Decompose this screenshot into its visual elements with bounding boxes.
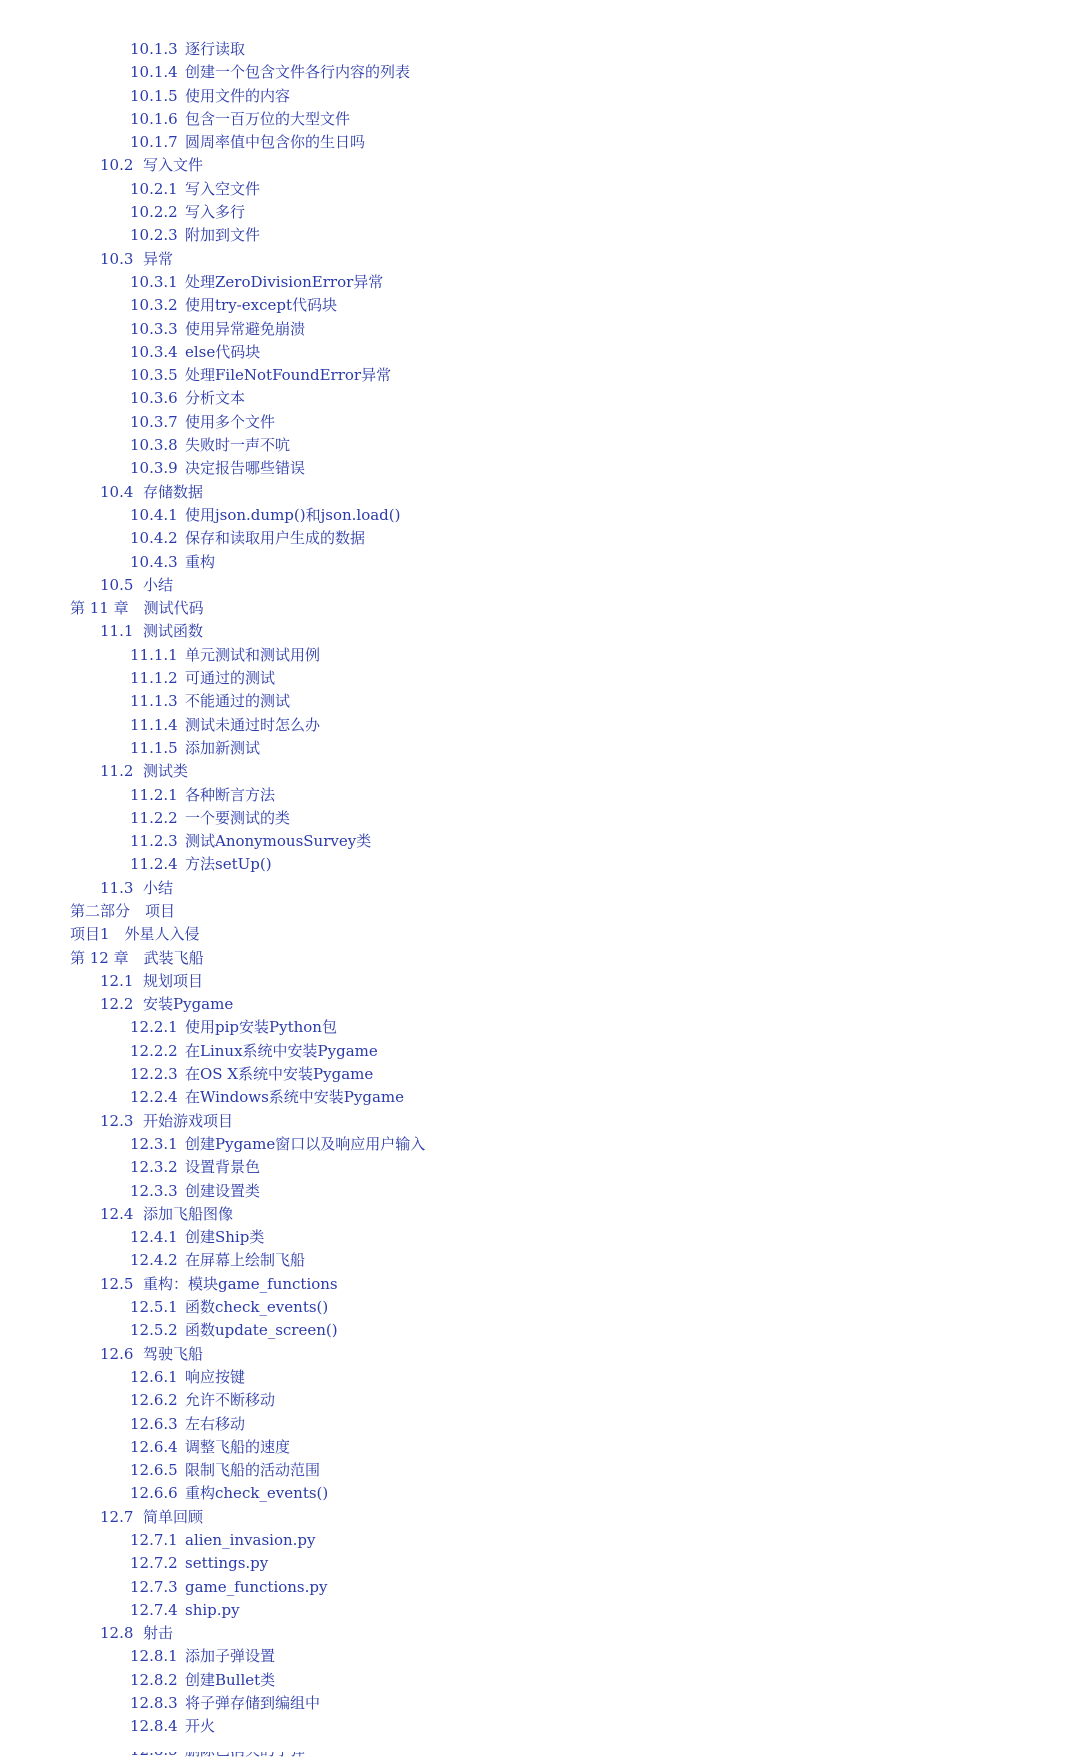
toc-chapter-link[interactable] [0,900,1080,923]
toc-subsection-link[interactable] [0,504,1080,527]
toc-entry-number: 12.6.6 [130,1484,178,1503]
toc-entry-number: 11.2.1 [130,785,178,804]
toc-entry-number: 12.4 [100,1204,134,1223]
toc-entry-title: 决定报告哪些错误 [185,459,306,478]
toc-subsection-link[interactable] [0,1226,1080,1249]
toc-entry-number: 11.2.3 [130,832,178,851]
toc-subsection-link[interactable] [0,434,1080,457]
toc-section-link[interactable] [0,1506,1080,1529]
toc-entry-title: 方法setUp() [185,855,272,874]
toc-entry-title: 包含一百万位的大型文件 [185,109,351,128]
toc-entry-title: 可通过的测试 [185,669,276,688]
toc-entry-number: 12.6.5 [130,1461,178,1480]
toc-section-link[interactable] [0,993,1080,1016]
toc-entry-number: 10.1.7 [130,133,178,152]
toc-entry-number: 12.3 [100,1111,134,1130]
toc-entry-title: 测试类 [143,762,189,781]
toc-entry-title: 驾驶飞船 [143,1344,204,1363]
toc-entry-title: 限制飞船的活动范围 [185,1461,321,1480]
toc-section-link[interactable] [0,481,1080,504]
toc-entry-number: 10.2.2 [130,203,178,222]
toc-entry-number: 12.6.1 [130,1367,178,1386]
toc-chapter-link[interactable] [0,947,1080,970]
toc-subsection-link[interactable] [0,1389,1080,1412]
toc-entry-number: 11.2.2 [130,808,178,827]
toc-entry-title: 安装Pygame [143,995,234,1014]
toc-entry-title: 添加子弹设置 [185,1647,276,1666]
toc-subsection-link[interactable] [0,457,1080,480]
toc-section-link[interactable] [0,1273,1080,1296]
toc-subsection-link[interactable] [0,1715,1080,1738]
toc-entry-number: 10.3.1 [130,272,178,291]
toc-entry-title: 开火 [185,1717,216,1736]
toc-subsection-link[interactable] [0,61,1080,84]
toc-subsection-link[interactable] [0,1016,1080,1039]
toc-entry-number: 11.2.4 [130,855,178,874]
toc-entry-title: 使用try-except代码块 [185,296,337,315]
toc-subsection-link[interactable] [0,178,1080,201]
toc-entry-title: 不能通过的测试 [185,692,291,711]
toc-entry-title: 简单回顾 [143,1507,204,1526]
toc-entry-title: 异常 [143,249,174,268]
toc-section-link[interactable] [0,1622,1080,1645]
toc-subsection-link[interactable] [0,1459,1080,1482]
toc-entry-number: 11.1.4 [130,715,178,734]
toc-entry-number: 10.3 [100,249,134,268]
toc-subsection-link[interactable] [0,131,1080,154]
toc-entry-title: 重构check_events() [185,1484,329,1503]
toc-entry-title: 在Linux系统中安装Pygame [185,1041,378,1060]
page-bottom-edge [0,1738,1080,1752]
toc-subsection-link[interactable] [0,1529,1080,1552]
toc-subsection-link[interactable] [0,1645,1080,1668]
toc-subsection-link[interactable] [0,690,1080,713]
toc-entry-number: 10.1.4 [130,63,178,82]
toc-subsection-link[interactable] [0,1063,1080,1086]
toc-section-link[interactable] [0,760,1080,783]
toc-entry-title: 测试AnonymousSurvey类 [185,832,372,851]
toc-entry-title: 函数check_events() [185,1298,329,1317]
toc-entry-title: alien_invasion.py [185,1531,316,1549]
toc-entry-number: 10.1.5 [130,86,178,105]
toc-entry-number: 10.1.3 [130,40,178,58]
toc-entry-title: 处理ZeroDivisionError异常 [185,272,384,291]
toc-entry-number: 10.2.1 [130,179,178,198]
toc-entry-number: 12.2.1 [130,1018,178,1037]
toc-entry-number: 12.8.2 [130,1670,178,1689]
toc-entry-title: 小结 [143,575,174,594]
toc-entry-number: 12.6.4 [130,1437,178,1456]
toc-entry-title: 调整飞船的速度 [185,1437,291,1456]
toc-entry-number: 12.7.2 [130,1554,178,1573]
toc-entry-title: 写入多行 [185,203,246,222]
toc-entry-number: 12.4.2 [130,1251,178,1270]
toc-entry-title: 存储数据 [143,482,204,501]
toc-subsection-link[interactable] [0,1133,1080,1156]
toc-entry-title: 开始游戏项目 [143,1111,234,1130]
toc-entry-number: 12.8.1 [130,1647,178,1666]
toc-subsection-link[interactable] [0,1180,1080,1203]
toc-subsection-link[interactable] [0,527,1080,550]
toc-entry-number: 10.4.2 [130,529,178,548]
toc-section-link[interactable] [0,620,1080,643]
toc-subsection-link[interactable] [0,1552,1080,1575]
toc-subsection-link[interactable] [0,38,1080,61]
toc-entry-title: 使用json.dump()和json.load() [185,505,401,524]
toc-entry-number: 10.4.3 [130,552,178,571]
toc-entry-number: 12.5.2 [130,1321,178,1340]
toc-entry-number: 12.2 [100,995,134,1014]
toc-subsection-link[interactable] [0,1156,1080,1179]
toc-entry-number: 12.5 [100,1274,134,1293]
toc-subsection-link[interactable] [0,387,1080,410]
toc-subsection-link[interactable] [0,807,1080,830]
toc-section-link[interactable] [0,248,1080,271]
toc-section-link[interactable] [0,1110,1080,1133]
toc-subsection-link[interactable] [0,271,1080,294]
toc-entry-number: 10.3.9 [130,459,178,478]
toc-entry-title: else代码块 [185,342,261,361]
table-of-contents [0,38,1080,1762]
toc-entry-title: 项目1 外星人入侵 [70,925,200,944]
toc-entry-number: 12.7.3 [130,1577,178,1596]
toc-subsection-link[interactable] [0,644,1080,667]
toc-entry-number: 11.1.2 [130,669,178,688]
toc-entry-title: 允许不断移动 [185,1391,276,1410]
toc-subsection-link[interactable] [0,1040,1080,1063]
toc-entry-title: 保存和读取用户生成的数据 [185,529,366,548]
toc-entry-title: 创建一个包含文件各行内容的列表 [185,63,411,82]
toc-entry-number: 10.4.1 [130,505,178,524]
toc-section-link[interactable] [0,1203,1080,1226]
toc-subsection-link[interactable] [0,1599,1080,1622]
toc-section-link[interactable] [0,574,1080,597]
toc-subsection-link[interactable] [0,1249,1080,1272]
toc-entry-title: 创建Ship类 [185,1228,265,1247]
toc-entry-number: 10.3.6 [130,389,178,408]
toc-subsection-link[interactable] [0,364,1080,387]
toc-subsection-link[interactable] [0,1669,1080,1692]
toc-subsection-link[interactable] [0,108,1080,131]
toc-entry-title: 在屏幕上绘制飞船 [185,1251,306,1270]
toc-subsection-link[interactable] [0,411,1080,434]
toc-entry-title: 射击 [143,1624,174,1643]
toc-entry-title: 添加飞船图像 [143,1204,234,1223]
toc-subsection-link[interactable] [0,294,1080,317]
toc-entry-title: 使用pip安装Python包 [185,1018,337,1037]
toc-section-link[interactable] [0,877,1080,900]
toc-entry-title: 使用异常避免崩溃 [185,319,306,338]
toc-entry-number: 12.7.1 [130,1531,178,1549]
toc-entry-number: 10.3.2 [130,296,178,315]
toc-subsection-link[interactable] [0,853,1080,876]
toc-entry-title: 测试函数 [143,622,204,641]
toc-entry-title: 逐行读取 [185,40,246,58]
toc-entry-title: 写入空文件 [185,179,261,198]
toc-subsection-link[interactable] [0,1413,1080,1436]
toc-subsection-link[interactable] [0,1692,1080,1715]
toc-entry-title: game_functions.py [185,1577,328,1596]
toc-entry-number: 12.3.2 [130,1158,178,1177]
toc-entry-title: 使用文件的内容 [185,86,291,105]
toc-entry-title: 处理FileNotFoundError异常 [185,366,392,385]
toc-entry-title: 在Windows系统中安装Pygame [185,1088,404,1107]
toc-entry-number: 10.3.7 [130,412,178,431]
toc-entry-number: 10.3.4 [130,342,178,361]
toc-entry-number: 10.4 [100,482,134,501]
toc-entry-number: 10.3.3 [130,319,178,338]
toc-entry-title: 第 12 章 武装飞船 [70,948,204,967]
toc-entry-title: 函数update_screen() [185,1321,338,1340]
toc-entry-number: 12.2.2 [130,1041,178,1060]
toc-entry-number: 11.1.1 [130,645,178,664]
toc-entry-number: 12.7 [100,1507,134,1526]
toc-section-link[interactable] [0,1343,1080,1366]
toc-subsection-link[interactable] [0,1366,1080,1389]
toc-subsection-link[interactable] [0,201,1080,224]
toc-entry-title: 使用多个文件 [185,412,276,431]
toc-entry-number: 11.1.5 [130,738,178,757]
toc-entry-title: 重构：模块game_functions [143,1274,338,1293]
toc-entry-title: 写入文件 [143,156,204,175]
toc-entry-number: 10.2 [100,156,134,175]
toc-entry-number: 11.3 [100,878,134,897]
toc-entry-title: 将子弹存储到编组中 [185,1694,321,1713]
toc-entry-title: 圆周率值中包含你的生日吗 [185,133,366,152]
toc-entry-title: 分析文本 [185,389,246,408]
toc-subsection-link[interactable] [0,318,1080,341]
toc-entry-number: 11.1.3 [130,692,178,711]
toc-entry-title: 测试未通过时怎么办 [185,715,321,734]
toc-entry-number: 10.1.6 [130,109,178,128]
toc-entry-title: settings.py [185,1554,269,1573]
toc-section-link[interactable] [0,154,1080,177]
toc-subsection-link[interactable] [0,830,1080,853]
toc-subsection-link[interactable] [0,1482,1080,1505]
toc-entry-title: 左右移动 [185,1414,246,1433]
toc-entry-title: 单元测试和测试用例 [185,645,321,664]
toc-entry-title: 响应按键 [185,1367,246,1386]
toc-entry-title: 创建Bullet类 [185,1670,276,1689]
toc-subsection-link[interactable] [0,667,1080,690]
toc-subsection-link[interactable] [0,737,1080,760]
toc-entry-title: 添加新测试 [185,738,261,757]
toc-section-link[interactable] [0,970,1080,993]
toc-entry-number: 12.2.3 [130,1065,178,1084]
toc-subsection-link[interactable] [0,85,1080,108]
toc-subsection-link[interactable] [0,714,1080,737]
toc-subsection-link[interactable] [0,341,1080,364]
toc-chapter-link[interactable] [0,597,1080,620]
toc-entry-number: 12.6.3 [130,1414,178,1433]
toc-entry-number: 10.2.3 [130,226,178,245]
toc-subsection-link[interactable] [0,551,1080,574]
toc-entry-title: 附加到文件 [185,226,261,245]
toc-entry-title: 小结 [143,878,174,897]
toc-subsection-link[interactable] [0,1436,1080,1459]
toc-entry-number: 12.6.2 [130,1391,178,1410]
toc-entry-number: 12.7.4 [130,1600,178,1619]
toc-entry-title: 重构 [185,552,216,571]
toc-entry-title: 设置背景色 [185,1158,261,1177]
toc-entry-title: 第 11 章 测试代码 [70,599,204,618]
toc-chapter-link[interactable] [0,923,1080,946]
toc-entry-title: 第二部分 项目 [70,901,176,920]
toc-subsection-link[interactable] [0,224,1080,247]
toc-entry-number: 12.6 [100,1344,134,1363]
toc-entry-number: 12.2.4 [130,1088,178,1107]
toc-entry-number: 11.2 [100,762,134,781]
toc-entry-number: 12.5.1 [130,1298,178,1317]
toc-entry-number: 10.3.8 [130,436,178,455]
toc-subsection-link[interactable] [0,1296,1080,1319]
toc-entry-title: 创建Pygame窗口以及响应用户输入 [185,1134,426,1153]
toc-entry-number: 12.4.1 [130,1228,178,1247]
toc-subsection-link[interactable] [0,784,1080,807]
toc-entry-number: 12.3.1 [130,1134,178,1153]
toc-entry-title: 失败时一声不吭 [185,436,291,455]
toc-entry-number: 12.1 [100,971,134,990]
toc-subsection-link[interactable] [0,1086,1080,1109]
toc-entry-number: 11.1 [100,622,134,641]
toc-entry-title: 在OS X系统中安装Pygame [185,1065,374,1084]
toc-entry-title: 各种断言方法 [185,785,276,804]
toc-subsection-link[interactable] [0,1576,1080,1599]
toc-entry-number: 12.8.3 [130,1694,178,1713]
toc-entry-number: 12.8.4 [130,1717,178,1736]
toc-entry-title: 创建设置类 [185,1181,261,1200]
toc-subsection-link[interactable] [0,1319,1080,1342]
toc-entry-number: 10.5 [100,575,134,594]
toc-entry-number: 10.3.5 [130,366,178,385]
toc-entry-title: ship.py [185,1600,240,1619]
toc-entry-number: 12.3.3 [130,1181,178,1200]
toc-entry-title: 一个要测试的类 [185,808,291,827]
toc-entry-number: 12.8 [100,1624,134,1643]
toc-entry-title: 规划项目 [143,971,204,990]
